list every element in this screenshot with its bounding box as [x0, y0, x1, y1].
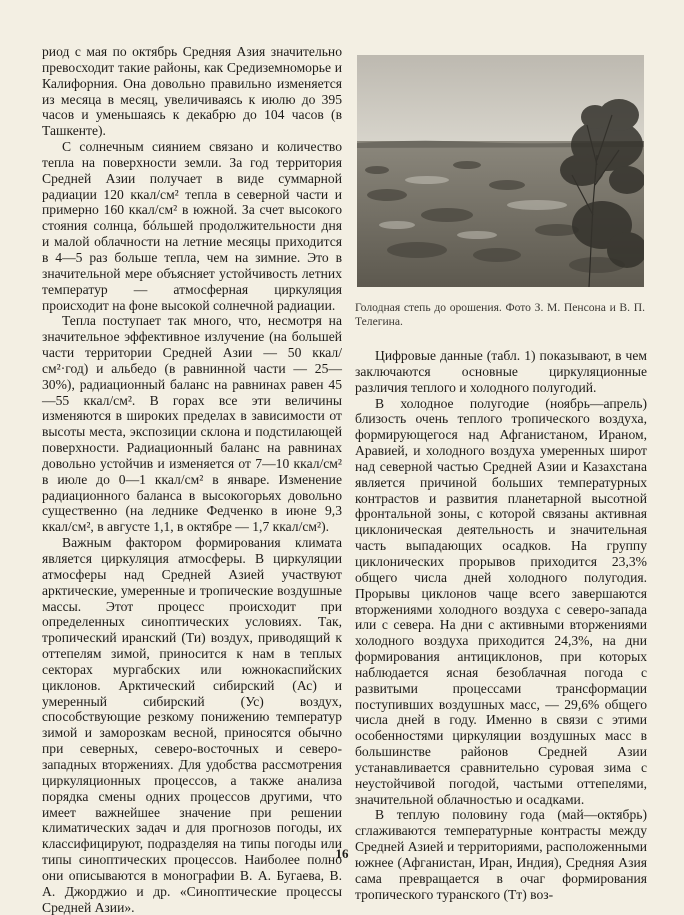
left-text-column: [42, 44, 342, 915]
paragraph-radiation-balance: Тепла поступает так много, что, несмотря на значительное эффективное излучение (на большей части территории Средней Азии — 50 ккал/см²·год) и альбедо (в равнинной части — 25—30%), радиационный баланс на равнинах равен 45—55 ккал/см². В горах все эти величины изменяются в широких пределах в зависимости от высоты места, экспозиции склона и подстилающей поверхности. Радиационный баланс на равнинах довольно устойчив и изменяется от 7—10 ккал/см² в июле до 0—1 ккал/см² в январе. Изменение радиационного баланса в высокогорьях довольно существенно (на леднике Федченко в июне 9,3 ккал/см², в августе 1,1, в октябре — 1,7 ккал/см²).: [42, 313, 342, 535]
page-number: 16: [335, 846, 349, 861]
paragraph-atmospheric-circulation: Важным фактором формирования климата является циркуляция атмосферы. В циркуляции атмосферы над Средней Азией участвуют арктические, умеренные и тропические воздушные массы. Этот процесс происходит при определенных синоптических условиях. Так, тропический иранский (Ти) воздух, приводящий к оттепелям зимой, приносится к нам в теплых секторах мургабских или южнокаспийских циклонов. Арктический сибирский (Ас) и умеренный сибирский (Ус) воздух, способствующие резкому понижению температур зимой и заморозкам весной, приносятся обычно при северных, северо-восточных и северо-западных вторжениях. Для удобства рассмотрения циркуляционных процессов, а также анализа порядка смены одних процессов другими, что имеет важнейшее значение при решении климатических задач и для прогнозов погоды, их классифицируют, подразделяя на типы погоды или типы синоптических процессов. Наиболее полно они описываются в монографии В. А. Бугаева, В. А. Джорджио и др. «Синоптические процессы Средней Азии».: [42, 535, 342, 915]
paragraph-solar-heat: С солнечным сиянием связано и количество тепла на поверхности земли. За год территория Средней Азии получает в виде суммарной радиации 120 ккал/см² тепла в северной части и примерно 160 ккал/см² в южной. За счет высокого стояния солнца, бóльшей продолжительности дня и малой облачности на летние месяцы приходится в 4—5 раз больше тепла, чем на зимние. Это в значительной мере объясняет устойчивость летних температур — атмосферная циркуляция происходит на фоне высокой солнечной радиации.: [42, 139, 342, 313]
photo-caption: Голодная степь до орошения. Фото З. М. Пенсона и В. П. Телегина.: [355, 301, 645, 328]
paragraph-digital-data: Цифровые данные (табл. 1) показывают, в чем заключаются основные циркуляционные различия теплого и холодного полугодий.: [355, 348, 647, 395]
paragraph-sunshine-continued: риод с мая по октябрь Средняя Азия значительно превосходит такие районы, как Средиземноморье и Калифорния. Она довольно правильно изменяется из месяца в месяц, увеличиваясь к июлю до 395 часов и уменьшаясь к декабрю до 104 часов (в Ташкенте).: [42, 44, 342, 139]
right-text-column: [355, 348, 647, 903]
steppe-photo: [357, 55, 644, 287]
paragraph-warm-half-year: В теплую половину года (май—октябрь) сглаживаются температурные контрасты между Средней Азией и территориями, расположенными южнее (Афганистан, Иран, Индия), Средняя Азия сама превращается в очаг формирования тропического туранского (Тт) воз-: [355, 807, 647, 902]
steppe-photo-image: [357, 55, 644, 287]
paragraph-cold-half-year: В холодное полугодие (ноябрь—апрель) близость очень теплого тропического воздуха, формирующегося над Афганистаном, Ираном, Аравией, и холодного воздуха умеренных широт над северной частью Средней Азии и Казахстана является причиной больших температурных контрастов и развития планетарной высотной фронтальной зоны, с которой связаны активная циклоническая деятельность и значительная часть выпадающих осадков. На группу циклонических прорывов приходится 23,3% общего числа дней холодного полугодия. Прорывы циклонов чаще всего завершаются вторжениями холодного воздуха с северо-запада или с севера. На дни с активными вторжениями холодного воздуха приходится 24,3%, на дни формирования антициклонов, при которых наблюдается ясная безоблачная погода с развитыми процессами трансформации поступивших воздушных масс, — 29,6% общего числа дней в году. Именно в связи с этими особенностями циркуляции воздушных масс в большинстве районов Средней Азии устанавливается сравнительно суровая зима с неустойчивой погодой, частыми оттепелями, значительной облачностью и осадками.: [355, 395, 647, 807]
